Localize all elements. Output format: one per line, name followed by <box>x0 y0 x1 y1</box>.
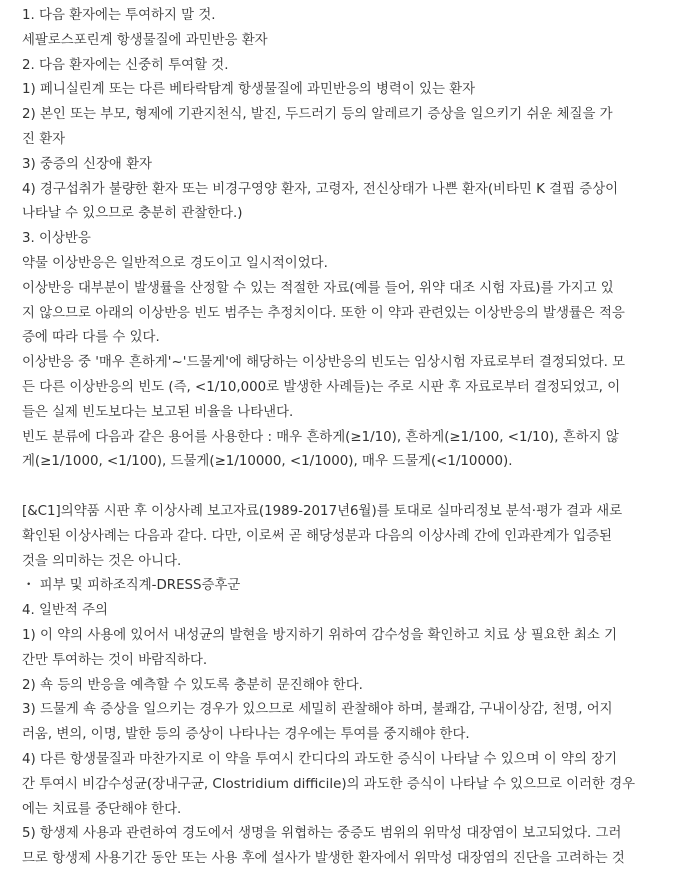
text-line: 므로 항생제 사용기간 동안 또는 사용 후에 설사가 발생한 환자에서 위막성 대장염의 진단을 고려하는 것 <box>22 851 625 867</box>
text-line: ・ 피부 및 피하조직계-DRESS증후군 <box>22 578 241 594</box>
text-line: 게(≥1/1000, <1/100), 드물게(≥1/10000, <1/1000), 매우 드물게(<1/10000). <box>22 454 513 470</box>
text-line: 2) 쇽 등의 반응을 예측할 수 있도록 충분히 문진해야 한다. <box>22 677 363 693</box>
text-line: 들은 실제 빈도보다는 보고된 비율을 나타낸다. <box>22 404 294 420</box>
text-line: 것을 의미하는 것은 아니다. <box>22 553 182 569</box>
text-line: 세팔로스포린계 항생물질에 과민반응 환자 <box>22 32 268 48</box>
text-line: [&C1]의약품 시판 후 이상사례 보고자료(1989-2017년6월)를 토대로 실마리정보 분석·평가 결과 새로 <box>22 503 623 519</box>
text-line: 이상반응 중 '매우 흔하게'~'드물게'에 해당하는 이상반응의 빈도는 임상시험 자료로부터 결정되었다. 모 <box>22 355 626 371</box>
text-line: 4. 일반적 주의 <box>22 603 108 619</box>
text-line: 4) 다른 항생물질과 마찬가지로 이 약을 투여시 칸디다의 과도한 증식이 나타날 수 있으며 이 약의 장기 <box>22 751 618 767</box>
text-line: 5) 항생제 사용과 관련하여 경도에서 생명을 위협하는 중증도 범위의 위막성 대장염이 보고되었다. 그러 <box>22 826 622 842</box>
text-line: 4) 경구섭취가 불량한 환자 또는 비경구영양 환자, 고령자, 전신상태가 나쁜 환자(비타민 K 결핍 증상이 <box>22 181 619 197</box>
text-line: 약물 이상반응은 일반적으로 경도이고 일시적이었다. <box>22 255 328 271</box>
text-line: 3) 드물게 쇽 증상을 일으키는 경우가 있으므로 세밀히 관찰해야 하며, 불쾌감, 구내이상감, 천명, 어지 <box>22 702 613 718</box>
text-line: 2. 다음 환자에는 신중히 투여할 것. <box>22 57 229 73</box>
blank-line <box>22 475 683 500</box>
text-line: 이상반응 대부분이 발생률을 산정할 수 있는 적절한 자료(예를 들어, 위약 대조 시험 자료)를 가지고 있 <box>22 280 614 296</box>
text-line: 에는 치료를 중단해야 한다. <box>22 801 182 817</box>
text-line: 3) 중증의 신장애 환자 <box>22 156 152 172</box>
text-line: 진 환자 <box>22 131 66 147</box>
text-line: 확인된 이상사례는 다음과 같다. 다만, 이로써 곧 해당성분과 다음의 이상사례 간에 인과관계가 입증된 <box>22 528 612 544</box>
text-line: 든 다른 이상반응의 빈도 (즉, <1/10,000로 발생한 사례들)는 주로 시판 후 자료로부터 결정되었고, 이 <box>22 379 621 395</box>
text-line: 나타날 수 있으므로 충분히 관찰한다.) <box>22 206 243 222</box>
text-line: 1) 이 약의 사용에 있어서 내성균의 발현을 방지하기 위하여 감수성을 확인하고 치료 상 필요한 최소 기 <box>22 627 618 643</box>
text-line: 1. 다음 환자에는 투여하지 말 것. <box>22 8 216 23</box>
text-line: 지 않으므로 아래의 이상반응 빈도 범주는 추정치이다. 또한 이 약과 관련있는 이상반응의 발생률은 적응 <box>22 305 625 321</box>
text-line: 2) 본인 또는 부모, 형제에 기관지천식, 발진, 두드러기 등의 알레르기 증상을 일으키기 쉬운 체질을 가 <box>22 107 613 123</box>
text-line: 간만 투여하는 것이 바람직하다. <box>22 652 208 668</box>
text-line: 1) 페니실린계 또는 다른 베타락탐계 항생물질에 과민반응의 병력이 있는 환자 <box>22 82 476 98</box>
text-line: 3. 이상반응 <box>22 231 91 247</box>
text-line: 러움, 변의, 이명, 발한 등의 증상이 나타나는 경우에는 투여를 중지해야 한다. <box>22 727 470 743</box>
text-line: 빈도 분류에 다음과 같은 용어를 사용한다 : 매우 흔하게(≥1/10), 흔하게(≥1/100, <1/10), 흔하지 않 <box>22 429 619 445</box>
text-line: 간 투여시 비감수성균(장내구균, Clostridium difficile)의 과도한 증식이 나타날 수 있으므로 이러한 경우 <box>22 776 636 792</box>
text-line: 증에 따라 다를 수 있다. <box>22 330 160 346</box>
